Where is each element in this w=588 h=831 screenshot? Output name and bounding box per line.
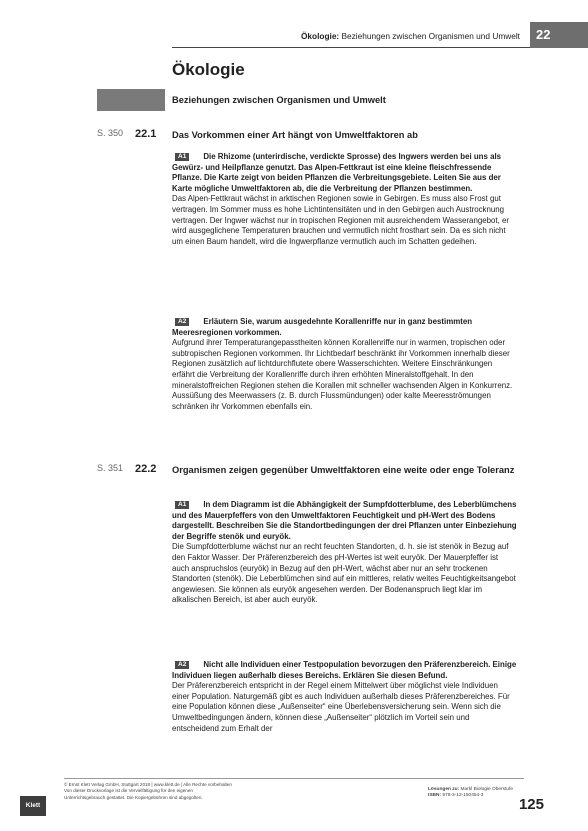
task-question: Die Rhizome (unterirdische, verdickte Sprosse) des Ingwers werden bei uns als Gewürz- und Heilpflanze genutzt. Das Alpen-Fettkraut ist eine kleine fleischfressende Pflanze. Die Karte zeigt von beiden Pflanzen die Verbreitungsgebiete. Leiten Sie aus der Karte mögliche Umweltfaktoren ab, die die Verbreitung der Pflanzen bestimmen. xyxy=(172,152,502,193)
page-number: 125 xyxy=(518,796,544,813)
footer-book-info xyxy=(428,787,513,800)
task-question: Erläutern Sie, warum ausgedehnte Korallenriffe nur in ganz bestimmten Meeresregionen vorkommen. xyxy=(172,317,473,337)
task-answer: Der Präferenzbereich entspricht in der Regel einem Mittelwert über möglichst viele Individuen einer Population. Naturgemäß gibt es auch Individuen außerhalb dieses Präferenzbereiches. Für eine Population können diese „Außenseiter“ eine Überlebensversicherung sein. Wenn sich die Umweltbedingungen ändern, können diese „Außenseiter“ plötzlich im Vorteil sein und entscheidend zum Erhalt der xyxy=(172,681,510,733)
page-subtitle: Beziehungen zwischen Organismen und Umwelt xyxy=(172,95,386,105)
task-answer: Aufgrund ihrer Temperaturangepasstheiten können Korallenriffe nur in warmen, tropischen oder subtropischen Regionen vorkommen. Ihr Lichtbedarf beschränkt ihr Vorkommen innerhalb dieser Regionen zusätzlich auf lichtdurchflutete obere Wasserschichten. Weitere Einschränkungen erfährt die Verbreitung der Korallenriffe durch ihren erhöhten Mineralstoffgehalt. In den mineralstoffreichen Regionen stehen die Korallen mit schneller wachsenden Algen in Konkurrenz. Aussüßung des Meerwassers (z. B. durch Flussmündungen) oder kalte Meeresströmungen schränken ihr Vorkommen ebenfalls ein. xyxy=(172,338,513,411)
task-answer: Das Alpen-Fettkraut wächst in arktischen Regionen sowie in Gebirgen. Es muss also Frost gut vertragen. Im Sommer muss es hohe Lichtintensitäten und in den Gebirgen auch Austrocknung vertragen. Der Ingwer wächst nur in tropischen Regionen mit ausreichendem Wasserangebot, er wird ausgeglichene Temperaturen brauchen und vermutlich nicht frosthart sein. Da es sich nicht um einen Baum handelt, wird die Ingwerpflanze vermutlich auch im Schatten gedeihen. xyxy=(172,194,509,246)
task-tag: A2 xyxy=(175,318,189,326)
running-header-bold: Ökologie: xyxy=(300,31,340,41)
task xyxy=(172,317,517,412)
task-tag: A1 xyxy=(175,501,189,509)
header-divider xyxy=(172,47,530,48)
section-number: 22.1 xyxy=(135,128,157,140)
footer-divider xyxy=(64,778,524,779)
chapter-number: 22 xyxy=(530,22,588,48)
task xyxy=(172,500,517,606)
book-label: Lösungen zu: xyxy=(428,787,460,792)
task-tag: A1 xyxy=(175,153,189,161)
book-title: Markl Biologie Oberstufe xyxy=(460,787,514,792)
task-question: In dem Diagramm ist die Abhängigkeit der Sumpfdotterblume, des Leberblümchens und des Mauerpfeffers von den Umweltfaktoren Feuchtigkeit und pH-Wert des Bodens dargestellt. Beschreiben Sie die Standortbedingungen der drei Pflanzen unter Einbeziehung der Begriffe stenök und euryök. xyxy=(172,500,517,541)
footer-legal xyxy=(64,782,294,801)
section-title: Das Vorkommen einer Art hängt von Umweltfaktoren ab xyxy=(172,130,418,140)
footer-legal-line: © Ernst Klett Verlag GmbH, Stuttgart 2018 | www.klett.de | Alle Rechte vorbehalten xyxy=(64,782,232,787)
page-title: Ökologie xyxy=(172,60,245,79)
task-answer: Die Sumpfdotterblume wächst nur an recht feuchten Standorten, d. h. sie ist stenök in Bezug auf den Faktor Wasser. Der Präferenzbereich des pH-Wertes ist weit euryök. Der Mauerpfeffer ist auch anspruchslos (euryök) in Bezug auf den pH-Wert, wächst aber nur an sehr trockenen Standorten (stenök). Die Leberblümchen sind auf ein mittleres, relativ weites Feuchtigkeitsangebot angewiesen. Sie können als euryök angesehen werden. Der Bodenanspruch liegt klar im alkalischen Bereich, ist aber auch euryök. xyxy=(172,542,516,605)
task-question: Nicht alle Individuen einer Testpopulation bevorzugen den Präferenzbereich. Einige Individuen liegen außerhalb dieses Bereichs. Erklären Sie diesen Befund. xyxy=(172,660,517,680)
section-number: 22.2 xyxy=(135,463,157,475)
section-page-ref: S. 351 xyxy=(97,463,124,473)
task xyxy=(172,152,517,247)
running-header xyxy=(301,31,520,41)
klett-logo: Klett xyxy=(20,796,46,816)
isbn: 978-3-12-150454-3 xyxy=(442,793,484,799)
section-page-ref: S. 350 xyxy=(97,128,124,138)
section-title: Organismen zeigen gegenüber Umweltfaktoren eine weite oder enge Toleranz xyxy=(172,465,515,475)
footer-legal-line: Von dieser Druckvorlage ist die Vervielfältigung für den eigenen xyxy=(64,788,193,794)
task-tag: A2 xyxy=(175,661,189,669)
running-header-rest: Beziehungen zwischen Organismen und Umwelt xyxy=(339,31,520,41)
title-band xyxy=(97,89,165,111)
isbn-label: ISBN: xyxy=(428,793,442,799)
task xyxy=(172,660,517,734)
footer-legal-line: Unterrichtsgebrauch gestattet. Die Kopiergebühren sind abgegolten. xyxy=(64,794,203,800)
